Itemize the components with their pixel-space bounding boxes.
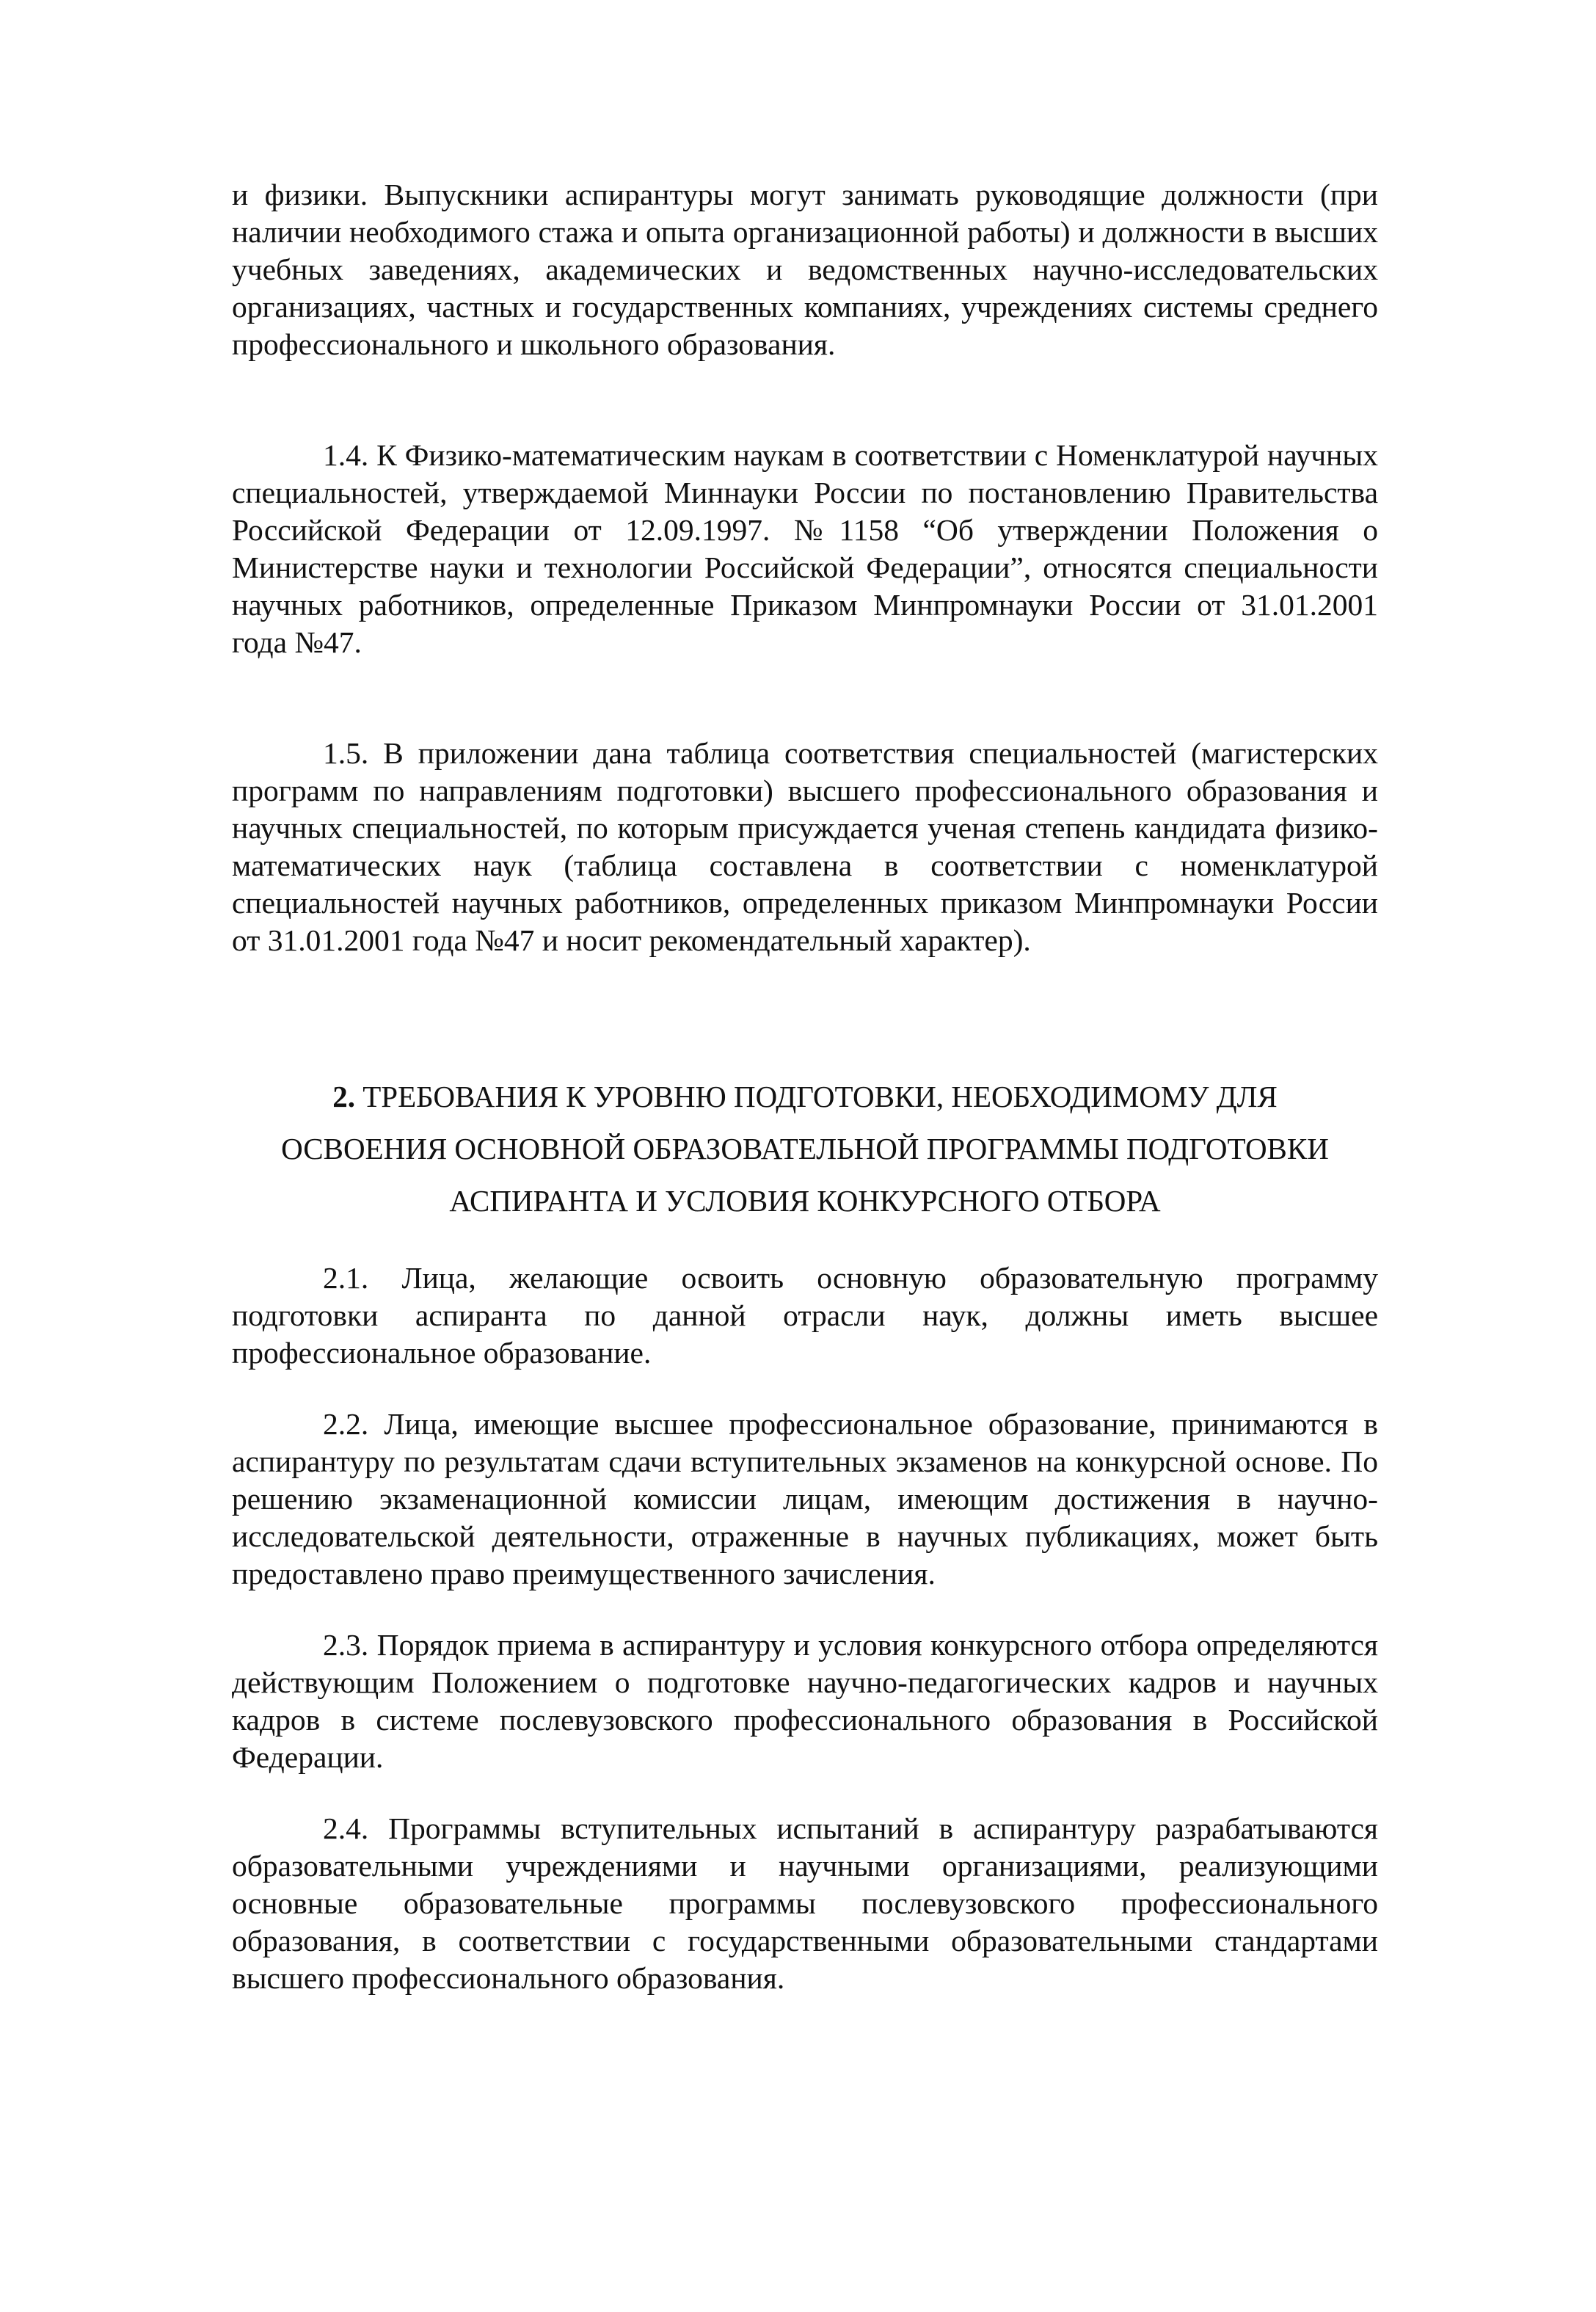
paragraph-2-4: 2.4. Программы вступительных испытаний в аспирантуру разрабатываются образовательными учреждениями и научными организациями, реализующими основные образовательные программы послевузовского профессионального образования, в соответствии с государственными образовательными стандартами высшего профессионального образования. <box>232 1811 1378 1995</box>
paragraph-2-2: 2.2. Лица, имеющие высшее профессиональное образование, принимаются в аспирантуру по результатам сдачи вступительных экзаменов на конкурсной основе. По решению экзаменационной комиссии лицам, имеющим достижения в научно-исследовательской деятельности, отраженные в научных публикациях, может быть предоставлено право преимущественного зачисления. <box>232 1407 1378 1591</box>
section-2-title-line-3: АСПИРАНТА И УСЛОВИЯ КОНКУРСНОГО ОТБОРА <box>449 1184 1161 1218</box>
section-2-heading <box>232 1071 1378 1227</box>
document-page <box>232 176 1378 1997</box>
section-2-title-line-2: ОСВОЕНИЯ ОСНОВНОЙ ОБРАЗОВАТЕЛЬНОЙ ПРОГРАММЫ ПОДГОТОВКИ <box>281 1132 1329 1166</box>
paragraph-intro: и физики. Выпускники аспирантуры могут занимать руководящие должности (при наличии необходимого стажа и опыта организационной работы) и должности в высших учебных заведениях, академических и ведомственных научно-исследовательских организациях, частных и государственных компаниях, учреждениях системы среднего профессионального и школьного образования. <box>232 178 1378 361</box>
paragraph-1-5: 1.5. В приложении дана таблица соответствия специальностей (магистерских программ по направлениям подготовки) высшего профессионального образования и научных специальностей, по которым присуждается ученая степень кандидата физико-математических наук (таблица составлена в соответствии с номенклатурой специальностей научных работников, определенных приказом Минпромнауки России от 31.01.2001 года №47 и носит рекомендательный характер). <box>232 736 1378 957</box>
paragraph-2-1: 2.1. Лица, желающие освоить основную образовательную программу подготовки аспиранта по данной отрасли наук, должны иметь высшее профессиональное образование. <box>232 1261 1378 1370</box>
paragraph-2-3: 2.3. Порядок приема в аспирантуру и условия конкурсного отбора определяются действующим Положением о подготовке научно-педагогических кадров и научных кадров в системе послевузовского профессионального образования в Российской Федерации. <box>232 1628 1378 1774</box>
section-2-heading-line-1 <box>232 1071 1378 1123</box>
paragraph-1-4: 1.4. К Физико-математическим наукам в соответствии с Номенклатурой научных специальностей, утверждаемой Миннауки России по постановлению Правительства Российской Федерации от 12.09.1997. №1158 “Об утверждении Положения о Министерстве науки и технологии Российской Федерации”, относятся специальности научных работников, определенные Приказом Минпромнауки России от 31.01.2001 года №47. <box>232 438 1378 659</box>
section-2-number: 2. <box>332 1080 355 1113</box>
section-2-title-line-1: ТРЕБОВАНИЯ К УРОВНЮ ПОДГОТОВКИ, НЕОБХОДИМОМУ ДЛЯ <box>362 1080 1278 1113</box>
